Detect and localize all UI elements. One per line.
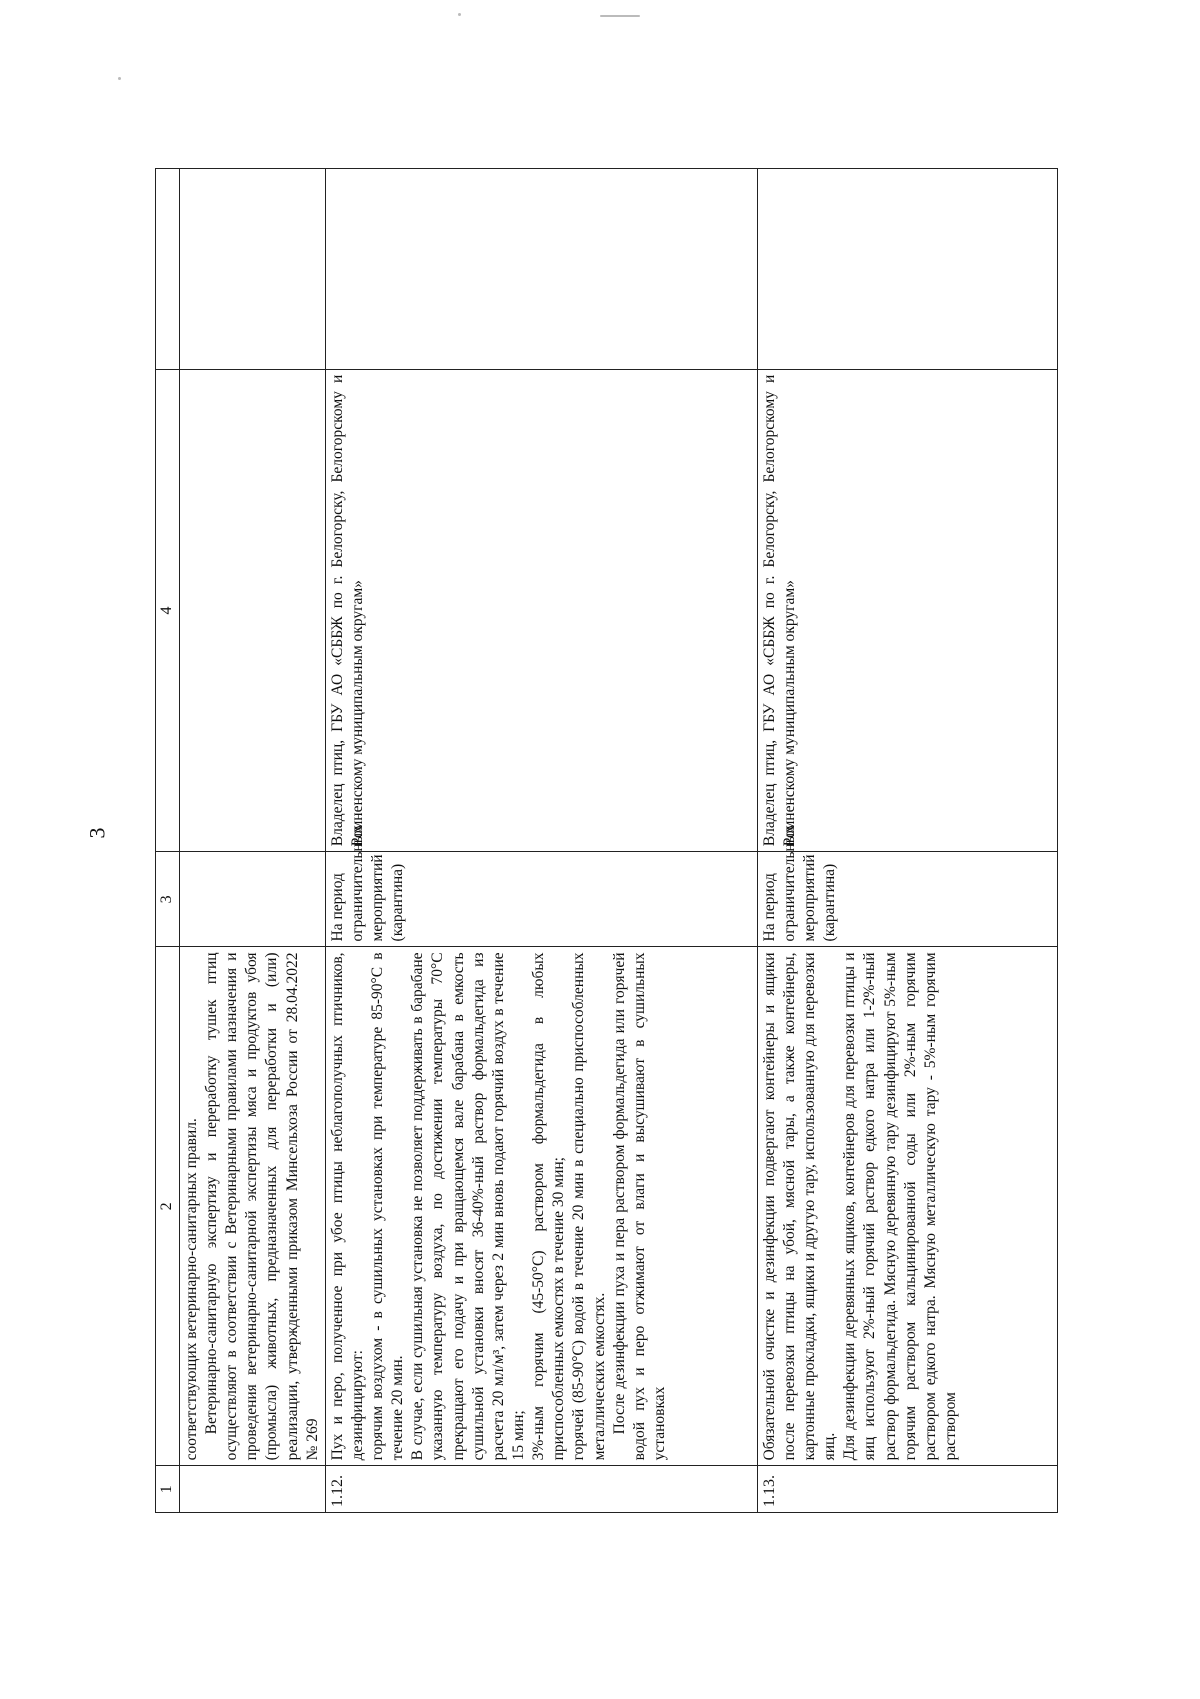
header-cell-2: 2 (156, 947, 180, 1466)
measures-table (155, 168, 1058, 1513)
description-cell (179, 947, 325, 1466)
description-cell (757, 947, 1057, 1466)
header-row (156, 169, 180, 1513)
description-paragraph: Ветеринарно-санитарную экспертизу и переработку тушек птиц осуществляют в соответствии с Ветеринарными правилами назначения и проведения ветеринарно-санитарной экспертизы мяса и продуктов убоя (промысла) животных, предназначенных для переработки и (или) реализации, утвержденными приказом Минсельхоза России от 28.04.2022 № 269 (202, 952, 321, 1461)
table-row (757, 169, 1057, 1513)
period-cell: На период ограничительных мероприятий (карантина) (757, 852, 1057, 947)
description-paragraph: После дезинфекции пуха и пера раствором формальдегида или горячей водой пух и перо отжимают от влаги и высушивают в сушильных установках (610, 952, 669, 1461)
description-paragraph: Пух и перо, полученное при убое птицы неблагополучных птичников, дезинфицируют: (328, 952, 366, 1461)
period-cell: На период ограничительных мероприятий (карантина) (325, 852, 757, 947)
description-line: соответствующих ветеринарно-санитарных правил. (182, 1118, 200, 1461)
rotated-document (155, 168, 1072, 1513)
period-cell (179, 852, 325, 947)
description-paragraph: 3%-ным горячим (45-50°С) раствором формальдегида в любых приспособленных емкостях в течение 30 мин; (530, 952, 568, 1461)
responsible-cell (179, 369, 325, 851)
description-cell (325, 947, 757, 1466)
header-cell-4: 4 (156, 369, 180, 851)
description-paragraph: В случае, если сушильная установка не позволяет поддерживать в барабане указанную температуру воздуха, по достижении температуры 70°С прекращают его подачу и при вращающемся вале барабана в емкость сушильной установки вносят 36-40%-ный раствор формальдегида из расчета 20 мл/м³, затем через 2 мин вновь подают горячий воздух в течение 15 мин; (409, 952, 528, 1461)
empty-cell (757, 169, 1057, 370)
responsible-cell: Владелец птиц, ГБУ АО «СББЖ по г. Белогорску, Белогорскому и Ромненскому муниципальным округам» (757, 369, 1057, 851)
description-paragraph: Для дезинфекции деревянных ящиков, контейнеров для перевозки птицы и яиц используют 2%-ный горячий раствор едкого натра или 1-2%-ный раствор формальдегида. Мясную деревянную тару дезинфицируют 5%-ным горячим раствором кальцинированной соды или 2%-ным горячим раствором едкого натра. Мясную металлическую тару - 5%-ным горячим раствором (841, 952, 960, 1461)
description-paragraph: горячей (85-90°С) водой в течение 20 мин в специально приспособленных металлических емкостях. (570, 952, 608, 1461)
row-number: 1.13. (757, 1466, 1057, 1513)
header-cell-5 (156, 169, 180, 370)
row-number: 1.12. (325, 1466, 757, 1513)
header-cell-3: 3 (156, 852, 180, 947)
description-paragraph: горячим воздухом - в сушильных установках при температуре 85-90°С в течение 20 мин. (369, 952, 407, 1461)
scan-speck (458, 13, 461, 16)
table-row (325, 169, 757, 1513)
scan-speck (600, 15, 640, 17)
scan-speck (118, 77, 121, 80)
empty-cell (179, 169, 325, 370)
row-number-cell (179, 1466, 325, 1513)
page-number: 3 (84, 827, 110, 839)
responsible-cell: Владелец птиц, ГБУ АО «СББЖ по г. Белогорску, Белогорскому и Ромненскому муниципальным округам» (325, 369, 757, 851)
table-row-continuation (179, 169, 325, 1513)
header-cell-1: 1 (156, 1466, 180, 1513)
description-paragraph: Обязательной очистке и дезинфекции подвергают контейнеры и ящики после перевозки птицы на убой, мясной тары, а также контейнеры, картонные прокладки, ящики и другую тару, использованную для перевозки яиц. (760, 952, 839, 1461)
empty-cell (325, 169, 757, 370)
